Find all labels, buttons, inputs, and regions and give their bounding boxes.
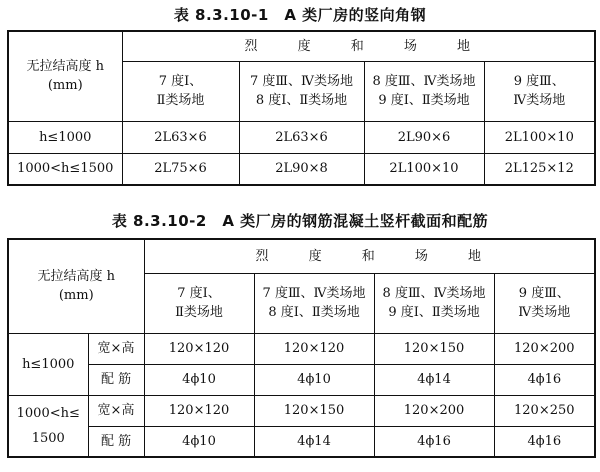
table-cell: 120×150 [254,395,374,426]
table2-col-header [374,273,494,333]
row-sublabel: 配 筋 [88,426,144,457]
table-row [8,153,595,185]
table-cell: 120×120 [254,333,374,364]
table1-col-header [122,61,239,121]
table1-group-header: 烈 度 和 场 地 [122,31,595,61]
table-cell: 2L90×8 [239,153,364,185]
table-cell: 4ϕ16 [494,426,595,457]
row-group-label-line: 1500 [31,430,65,446]
table-cell: 4ϕ16 [374,426,494,457]
col-line: Ⅱ类场地 [156,93,205,108]
table-cell: 120×150 [374,333,494,364]
table-cell: 2L100×10 [364,153,484,185]
col-line: 7 度Ⅰ、 [177,286,221,301]
table-cell: 120×200 [494,333,595,364]
row-label: 1000<h≤1500 [8,153,122,185]
table-cell: 120×120 [144,333,254,364]
table1-rowhead-label: 无拉结高度 h [26,59,104,75]
col-line: Ⅳ类场地 [518,305,571,320]
table1-col-header [364,61,484,121]
col-line: Ⅳ类场地 [513,93,566,108]
table-cell: 2L100×10 [484,121,595,153]
table1-rowhead-cell [8,31,122,121]
col-line: 9 度Ⅰ、Ⅱ类场地 [388,305,480,320]
table2 [7,238,596,458]
col-line: 8 度Ⅲ、Ⅳ类场地 [382,286,486,301]
table-row [8,364,595,395]
table-cell: 4ϕ16 [494,364,595,395]
table-cell: 4ϕ10 [144,364,254,395]
table-cell: 120×250 [494,395,595,426]
table-cell: 4ϕ10 [144,426,254,457]
table2-col-header [254,273,374,333]
table-cell: 2L75×6 [122,153,239,185]
table-cell: 4ϕ10 [254,364,374,395]
table-cell: 120×200 [374,395,494,426]
table2-group-header: 烈 度 和 场 地 [144,239,595,273]
col-line: 7 度Ⅰ、 [158,74,203,89]
col-line: 7 度Ⅲ、Ⅳ类场地 [250,74,353,89]
row-sublabel: 宽×高 [88,395,144,426]
table2-col-header [494,273,595,333]
table1-title: 表 8.3.10-1 A 类厂房的竖向角钢 [173,6,427,24]
table2-col-header [144,273,254,333]
row-group-label [8,395,88,457]
table-row [8,395,595,426]
table-cell: 4ϕ14 [254,426,374,457]
table-cell: 2L90×6 [364,121,484,153]
table1-col-header [239,61,364,121]
col-line: 9 度Ⅲ、 [513,74,565,89]
table2-title: 表 8.3.10-2 A 类厂房的钢筋混凝土竖杆截面和配筋 [111,212,489,230]
table2-rowhead-unit: (mm) [58,288,94,304]
row-sublabel: 配 筋 [88,364,144,395]
row-group-label [8,333,88,395]
row-group-label-line: h≤1000 [22,356,75,372]
table1 [7,30,596,186]
col-line: 9 度Ⅰ、Ⅱ类场地 [378,93,470,108]
row-label: h≤1000 [8,121,122,153]
table-cell: 4ϕ14 [374,364,494,395]
col-line: 7 度Ⅲ、Ⅳ类场地 [262,286,366,301]
table-row [8,121,595,153]
table-row [8,426,595,457]
row-group-label-line: 1000<h≤ [16,405,80,421]
col-line: Ⅱ类场地 [175,305,223,320]
col-line: 8 度Ⅰ、Ⅱ类场地 [255,93,348,108]
table1-col-header [484,61,595,121]
col-line: 8 度Ⅲ、Ⅳ类场地 [372,74,476,89]
table-row [8,333,595,364]
col-line: 8 度Ⅰ、Ⅱ类场地 [268,305,360,320]
table-cell: 120×120 [144,395,254,426]
row-sublabel: 宽×高 [88,333,144,364]
col-line: 9 度Ⅲ、 [518,286,570,301]
table2-rowhead-cell [8,239,144,333]
table-cell: 2L63×6 [122,121,239,153]
table2-rowhead-label: 无拉结高度 h [37,269,116,285]
table1-rowhead-unit: (mm) [47,78,83,94]
table-cell: 2L63×6 [239,121,364,153]
table-cell: 2L125×12 [484,153,595,185]
